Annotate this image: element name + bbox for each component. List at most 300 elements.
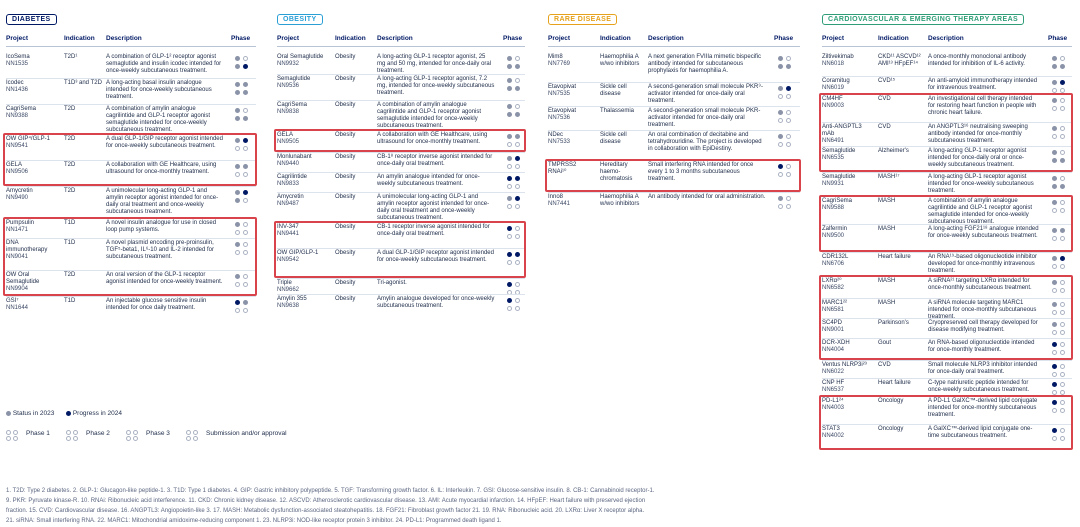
project-name: Anti-ANGPTL3 mAb <box>822 124 862 137</box>
project-code: NN6706 <box>822 261 845 267</box>
indication-cell: MASH <box>878 278 896 284</box>
header-project: Project <box>822 35 845 42</box>
phase-dot <box>515 164 520 169</box>
phase-dot <box>515 282 520 287</box>
project-code: NN9490 <box>6 195 29 201</box>
project-name: Semaglutide <box>277 76 311 82</box>
project-code: NN7535 <box>548 91 571 97</box>
description-cell: An anti-amyloid immunotherapy intended for intravenous treatment. <box>928 78 1038 91</box>
phase-dot <box>778 94 783 99</box>
phase-dot <box>778 86 783 91</box>
description-cell: CB-1 receptor inverse agonist intended for once-daily oral treatment. <box>377 224 490 237</box>
indication-cell: MASH <box>878 198 896 204</box>
project-name: Semaglutide <box>822 174 856 180</box>
description-cell: A collaboration with GE Healthcare, using ultrasound for once-monthly treatment. <box>106 162 217 175</box>
phase-dot <box>1060 364 1065 369</box>
section-title-badge: DIABETES <box>6 14 57 25</box>
highlight-box <box>3 217 257 296</box>
project-name: NDec <box>548 132 564 138</box>
indication-cell: MASH <box>878 226 896 232</box>
phase-dot <box>243 198 248 203</box>
highlight-box <box>274 221 526 278</box>
project-code: NN9500 <box>822 233 845 239</box>
description-cell: An RNA-based oligonucleotide intended for once-monthly treatment. <box>928 340 1035 353</box>
phase-dot <box>1052 184 1057 189</box>
row-divider <box>822 378 1072 379</box>
project-name: Ventus NLRP3i²³ <box>822 362 867 368</box>
phase-dot <box>778 110 783 115</box>
header-phase: Phase <box>503 35 523 42</box>
phase-dot <box>786 142 791 147</box>
project-code: NN6582 <box>822 285 845 291</box>
project-name: CDR132L <box>822 254 849 260</box>
indication-cell: Sickle cell disease <box>600 132 627 145</box>
project-code: NN9536 <box>277 83 300 89</box>
project-name: Zalfermin <box>822 226 848 232</box>
phase-dot <box>507 164 512 169</box>
project-code: NN4002 <box>822 433 845 439</box>
pipeline-row <box>277 76 525 102</box>
project-name: TMPRSS2 RNAi¹⁰ <box>548 162 577 175</box>
project-cell <box>6 106 60 120</box>
row-divider <box>6 296 256 297</box>
project-cell <box>277 194 331 208</box>
project-code: NN9932 <box>277 61 300 67</box>
description-cell: An RNA¹⁹-based oligonucleotide inhibitor developed for once-monthly intravenous treatment. <box>928 254 1037 274</box>
project-name: OW GIP⁴/GLP-1 <box>6 136 50 142</box>
phase-dot <box>515 104 520 109</box>
phase-dot <box>235 56 240 61</box>
project-name: Amycretin <box>6 188 33 194</box>
row-divider <box>277 152 525 153</box>
indication-cell: Oncology <box>878 398 904 404</box>
table-header <box>822 35 1072 47</box>
project-cell <box>6 188 60 202</box>
phase-dot <box>507 298 512 303</box>
indication-cell: Obesity <box>335 280 356 286</box>
description-cell: A collaboration with GE Healthcare, using ultrasound for once-monthly treatment. <box>377 132 488 145</box>
indication-cell: Haemophilia A w/wo inhibitors <box>600 194 640 207</box>
header-phase: Phase <box>1048 35 1068 42</box>
project-code: NN7533 <box>548 139 571 145</box>
description-cell: An oral combination of decitabine and tetrahydrouridine. The project is developed in collaboration with EpiDestiny. <box>648 132 762 152</box>
phase-dot <box>507 306 512 311</box>
project-code: NN9487 <box>277 201 300 207</box>
indication-cell: T1D <box>64 240 76 246</box>
phase-dot <box>786 196 791 201</box>
project-cell <box>277 54 331 68</box>
phase-dot <box>786 94 791 99</box>
description-cell: A second-generation small molecule PKR-activator intended for once-daily oral treatment. <box>648 108 761 128</box>
header-project: Project <box>548 35 571 42</box>
project-code: NN9041 <box>6 254 29 260</box>
project-name: GELA <box>277 132 294 138</box>
indication-cell: T2D <box>64 188 76 194</box>
header-indication: Indication <box>878 35 909 42</box>
indication-cell: Obesity <box>335 102 356 108</box>
project-code: NN1644 <box>6 305 29 311</box>
project-name: Etavopivat <box>548 108 577 114</box>
phase3-dots-icon <box>126 430 140 440</box>
project-name: INV-347 <box>277 224 299 230</box>
description-cell: Tri-agonist. <box>377 280 407 286</box>
phase1-dots-icon <box>6 430 20 440</box>
phase-dot <box>515 204 520 209</box>
row-divider <box>548 106 800 107</box>
project-cell <box>277 102 331 116</box>
project-code: NN7536 <box>548 115 571 121</box>
row-divider <box>277 172 525 173</box>
description-cell: A next generation FVIIIa mimetic bispecific antibody intended for subcutaneous prophylaxis for haemophilia A. <box>648 54 762 74</box>
project-name: CagriSema <box>822 198 853 204</box>
indication-cell: T2D <box>64 136 76 142</box>
project-name: STAT3 <box>822 426 840 432</box>
phase-dot <box>507 204 512 209</box>
indication-cell: Obesity <box>335 250 356 256</box>
project-cell <box>6 298 60 312</box>
highlight-box <box>3 133 257 186</box>
indication-cell: CVD <box>878 96 891 102</box>
project-name: Amylin 355 <box>277 296 307 302</box>
phase-dot <box>778 64 783 69</box>
phase-dot <box>786 118 791 123</box>
footnote-line: 21. siRNA: Small interfering RNA. 22. MARC1: Mitochondrial amidoxime-reducing component 1. 23. NLRP3i: NOD-like receptor protein 3 inhibitor. 24. PD-L1: Programmed death ligand 1. <box>6 518 502 524</box>
description-cell: A long-acting GLP-1 receptor agonist, 7.2 mg, intended for once-weekly subcutaneous treatment. <box>377 76 495 96</box>
highlight-box <box>819 195 1073 252</box>
phase-dot <box>515 56 520 61</box>
project-name: SC4PD <box>822 320 843 326</box>
highlight-box <box>545 159 801 192</box>
project-code: NN9638 <box>277 303 300 309</box>
phase-dot <box>1052 372 1057 377</box>
indication-cell: Alzheimer's <box>878 148 909 154</box>
phase-dot <box>1052 382 1057 387</box>
phase-dot <box>1060 372 1065 377</box>
phase-dot <box>515 184 520 189</box>
indication-cell: T2D <box>64 106 76 112</box>
project-cell <box>548 108 596 122</box>
description-cell: Small interfering RNA intended for once every 1 to 3 months subcutaneous treatment. <box>648 162 754 182</box>
pipeline-row <box>548 194 800 220</box>
highlight-box <box>819 93 1073 172</box>
project-code: NN1436 <box>6 87 29 93</box>
phase-dot <box>1052 364 1057 369</box>
description-cell: A GalXC™-derived lipid conjugate one-time subcutaneous treatment. <box>928 426 1033 439</box>
indication-cell: Parkinson's <box>878 320 909 326</box>
phase-dot <box>515 306 520 311</box>
phase-dot <box>243 90 248 95</box>
phase-dot <box>243 308 248 313</box>
phase-dot <box>243 190 248 195</box>
pipeline-row <box>277 296 525 318</box>
phase-dot <box>507 78 512 83</box>
phase-dot <box>507 112 512 117</box>
indication-cell: Obesity <box>335 224 356 230</box>
project-code: NN7769 <box>548 61 571 67</box>
phase-dot <box>786 86 791 91</box>
pipeline-row <box>548 132 800 162</box>
indication-cell: Obesity <box>335 132 356 138</box>
row-divider <box>6 78 256 79</box>
phase-dot <box>1052 64 1057 69</box>
phase-dot <box>515 112 520 117</box>
project-cell <box>822 54 874 68</box>
description-cell: An antibody intended for oral administration. <box>648 194 766 200</box>
pipeline-row <box>6 80 256 106</box>
project-code: NN9838 <box>277 109 300 115</box>
phase-dot <box>235 116 240 121</box>
row-divider <box>277 74 525 75</box>
project-code: NN9588 <box>822 205 845 211</box>
description-cell: A combination of GLP-1² receptor agonist semaglutide and insulin icodec intended for once-weekly subcutaneous treatment. <box>106 54 222 74</box>
description-cell: An amylin analogue intended for once-weekly subcutaneous treatment. <box>377 174 480 187</box>
phase-dot <box>515 64 520 69</box>
legend-phase1 <box>6 430 50 437</box>
description-cell: A once-monthly monoclonal antibody intended for inhibition of IL-6 activity. <box>928 54 1027 67</box>
phase-dot <box>786 56 791 61</box>
row-divider <box>6 104 256 105</box>
pipeline-row <box>548 54 800 84</box>
phase-dot <box>778 142 783 147</box>
phase-dot <box>235 308 240 313</box>
section-title-badge: RARE DISEASE <box>548 14 617 25</box>
project-name: Semaglutide <box>822 148 856 154</box>
row-divider <box>277 278 525 279</box>
header-phase: Phase <box>774 35 794 42</box>
project-code: NN9904 <box>6 286 29 292</box>
project-cell <box>548 54 596 68</box>
phase-dot <box>786 110 791 115</box>
project-name: Ziltivekimab <box>822 54 854 60</box>
pipeline-row <box>277 102 525 132</box>
phase-dot <box>1052 256 1057 261</box>
indication-cell: Oncology <box>878 426 904 432</box>
highlight-box <box>274 129 526 152</box>
project-name: CagriSema <box>6 106 37 112</box>
row-divider <box>6 186 256 187</box>
description-cell: A dual GLP-1/GIP receptor agonist intended for once-weekly subcutaneous treatment. <box>377 250 494 263</box>
highlight-box <box>819 395 1073 450</box>
project-name: PD-L1²⁴ <box>822 398 844 404</box>
pipeline-panel-diabetes <box>6 8 256 408</box>
row-divider <box>822 360 1072 361</box>
project-name: OW Oral Semaglutide <box>6 272 40 285</box>
indication-cell: Heart failure <box>878 380 911 386</box>
footnote-line: 9. PKR: Pyruvate kinase-R. 10. RNAi: Ribonucleic acid interference. 11. CKD: Chronic kidney disease. 12. ASCVD: Atherosclerotic cardiovascular disease. 13. AMI: Acute myocardial infarction. 14. HFpEF: Heart failure with preserved ejection <box>6 498 646 504</box>
row-divider <box>548 82 800 83</box>
description-cell: A novel plasmid encoding pre-proinsulin, TGF⁵-beta1, IL⁶-10 and IL-2 intended for subcutaneous treatment. <box>106 240 215 260</box>
legend-phase3-label: Phase 3 <box>146 430 170 437</box>
project-code: NN9833 <box>277 181 300 187</box>
description-cell: A combination of amylin analogue cagrilintide and GLP-1 receptor agonist semaglutide intended for once-weekly subcutaneous treatment. <box>377 102 482 129</box>
header-project: Project <box>6 35 29 42</box>
phase-dot <box>515 86 520 91</box>
phase-dot <box>235 90 240 95</box>
phase-dot <box>778 56 783 61</box>
project-code: NN9542 <box>277 257 300 263</box>
indication-cell: T2D <box>64 162 76 168</box>
phase-dot <box>1060 256 1065 261</box>
project-name: CagriSema <box>277 102 308 108</box>
project-code: NN6537 <box>822 387 845 393</box>
phase-dot <box>235 108 240 113</box>
project-name: Amycretin <box>277 194 304 200</box>
project-code: NN9506 <box>6 169 29 175</box>
phase-dot <box>786 64 791 69</box>
phase-dot <box>1060 80 1065 85</box>
project-cell <box>822 78 874 92</box>
description-cell: An ANGPTL3¹⁶ neutralising sweeping antibody intended for once-monthly subcutaneous treatment. <box>928 124 1028 144</box>
indication-cell: T1D <box>64 298 76 304</box>
project-cell <box>822 380 874 394</box>
project-cell <box>822 362 874 376</box>
project-cell <box>6 80 60 94</box>
indication-cell: MASH <box>878 300 896 306</box>
table-header <box>6 35 256 47</box>
phase-dot <box>515 78 520 83</box>
phase-dot <box>507 196 512 201</box>
project-code: NN4003 <box>822 405 845 411</box>
row-divider <box>822 252 1072 253</box>
project-name: Triple <box>277 280 292 286</box>
row-divider <box>277 192 525 193</box>
phase-dot <box>507 184 512 189</box>
row-divider <box>277 294 525 295</box>
description-cell: An oral version of the GLP-1 receptor agonist intended for once-weekly treatment. <box>106 272 223 285</box>
phase-dot <box>778 204 783 209</box>
pipeline-row <box>277 54 525 76</box>
project-code: NN9505 <box>277 139 300 145</box>
row-divider <box>277 100 525 101</box>
description-cell: Amylin analogue developed for once-weekly subcutaneous treatment. <box>377 296 495 309</box>
indication-cell: T2D¹ <box>64 54 78 60</box>
project-name: CM4HF <box>822 96 843 102</box>
project-code: NN9541 <box>6 143 29 149</box>
project-code: NN9931 <box>822 181 845 187</box>
indication-cell: CVD <box>878 362 891 368</box>
status-dot-icon <box>6 411 11 416</box>
phase-dot <box>507 176 512 181</box>
project-cell <box>277 174 331 188</box>
footnote-line: fraction. 15. CVD: Cardiovascular disease. 16. ANGPTL3: Angiopoietin-like 3. 17. MASH: Metabolic dysfunction-associated steatohepatitis. 18. FGF21: Fibroblast growth factor 21. 19. RNA: Ribonucleic acid. 20. LXRα: Liver X receptor alpha. <box>6 508 645 514</box>
description-cell: A long-acting GLP-1 receptor agonist intended for once-weekly subcutaneous treatment. <box>928 174 1034 194</box>
legend-phase3 <box>126 430 170 437</box>
progress-dot-icon <box>66 411 71 416</box>
description-cell: C-type natriuretic peptide intended for once-weekly subcutaneous treatment. <box>928 380 1030 393</box>
project-name: Inno8 <box>548 194 564 200</box>
row-divider <box>822 76 1072 77</box>
project-code: NN6491 <box>822 138 845 144</box>
legend-submission <box>186 430 287 437</box>
indication-cell: Obesity <box>335 174 356 180</box>
project-code: NN6019 <box>822 85 845 91</box>
indication-cell: CKD¹¹ ASCVD¹² AMI¹³ HFpEF¹⁴ <box>878 54 921 67</box>
project-code: NN6535 <box>822 155 845 161</box>
project-code: NN9001 <box>822 327 845 333</box>
indication-cell: T1D³ and T2D <box>64 80 102 86</box>
header-indication: Indication <box>600 35 631 42</box>
description-cell: A siRNA²¹ targeting LXRα intended for once-monthly subcutaneous treatment. <box>928 278 1032 291</box>
project-name: DNA immunotherapy <box>6 240 48 253</box>
indication-cell: MASH¹⁷ <box>878 174 900 180</box>
description-cell: An injectable glucose sensitive insulin intended for once daily treatment. <box>106 298 207 311</box>
phase-dot <box>786 134 791 139</box>
phase-dot <box>507 86 512 91</box>
project-name: DCR-XDH <box>822 340 850 346</box>
legend-phase2 <box>66 430 110 437</box>
pipeline-row <box>6 106 256 136</box>
project-code: NN7441 <box>548 201 571 207</box>
section-title-badge: OBESITY <box>277 14 323 25</box>
indication-cell: CVD¹⁵ <box>878 78 896 84</box>
phase-dot <box>1052 176 1057 181</box>
pipeline-panel-rare-disease <box>548 8 800 408</box>
project-code: NN6018 <box>822 61 845 67</box>
row-divider <box>548 130 800 131</box>
indication-cell: Obesity <box>335 296 356 302</box>
indication-cell: Thalassemia <box>600 108 635 114</box>
project-cell <box>277 76 331 90</box>
project-code: NN1535 <box>6 61 29 67</box>
pipeline-row <box>277 154 525 174</box>
description-cell: Small molecule NLRP3 inhibitor intended for once-daily oral treatment. <box>928 362 1038 375</box>
project-cell <box>277 154 331 168</box>
table-header <box>548 35 800 47</box>
phase-dot <box>243 300 248 305</box>
project-code: NN9441 <box>277 231 300 237</box>
pipeline-row <box>277 174 525 194</box>
project-name: Etavopivat <box>548 84 577 90</box>
phase-dot <box>235 300 240 305</box>
project-name: Cagrilintide <box>277 174 308 180</box>
description-cell: A unimolecular long-acting GLP-1 and amylin receptor agonist intended for once-daily oral treatment and once-weekly subcutaneous treatment. <box>377 194 490 221</box>
project-cell <box>822 174 874 188</box>
description-cell: CB-1⁸ receptor inverse agonist intended for once-daily oral treatment. <box>377 154 493 167</box>
project-name: Mim8 <box>548 54 563 60</box>
phase-dot <box>1060 264 1065 269</box>
project-cell <box>6 54 60 68</box>
indication-cell: Haemophilia A w/wo inhibitors <box>600 54 640 67</box>
legend-progress: Progress in 2024 <box>72 410 122 417</box>
indication-cell: Obesity <box>335 54 356 60</box>
indication-cell: Obesity <box>335 154 356 160</box>
indication-cell: T2D <box>64 272 76 278</box>
description-cell: A combination of amylin analogue cagrilintide and GLP-1 receptor agonist semaglutide intended for once-weekly subcutaneous treatment. <box>928 198 1033 225</box>
phase-dot <box>235 82 240 87</box>
description-cell: A long-acting basal insulin analogue intended for once-weekly subcutaneous treatment. <box>106 80 212 100</box>
project-code: NN4004 <box>822 347 845 353</box>
description-cell: Cryopreserved cell therapy developed for disease modifying treatment. <box>928 320 1038 333</box>
project-name: LXRα²⁰ <box>822 278 842 284</box>
header-description: Description <box>377 35 413 42</box>
indication-cell: Hereditary haemo-chromatosis <box>600 162 633 182</box>
description-cell: An investigational cell therapy intended for restoring heart function in people with chronic heart failure. <box>928 96 1037 116</box>
pipeline-row <box>822 54 1072 78</box>
header-description: Description <box>648 35 684 42</box>
project-name: MARC1²² <box>822 300 847 306</box>
project-code: NN1471 <box>6 227 29 233</box>
pipeline-panel-obesity <box>277 8 525 408</box>
phase-dot <box>507 104 512 109</box>
phase-dot <box>243 56 248 61</box>
description-cell: A long-acting GLP-1 receptor agonist intended for once-daily oral or once-weekly subcutaneous treatment. <box>928 148 1027 168</box>
project-cell <box>548 132 596 146</box>
phase-dot <box>243 64 248 69</box>
project-code: NN6581 <box>822 307 845 313</box>
header-description: Description <box>928 35 964 42</box>
project-cell <box>277 296 331 310</box>
header-description: Description <box>106 35 142 42</box>
